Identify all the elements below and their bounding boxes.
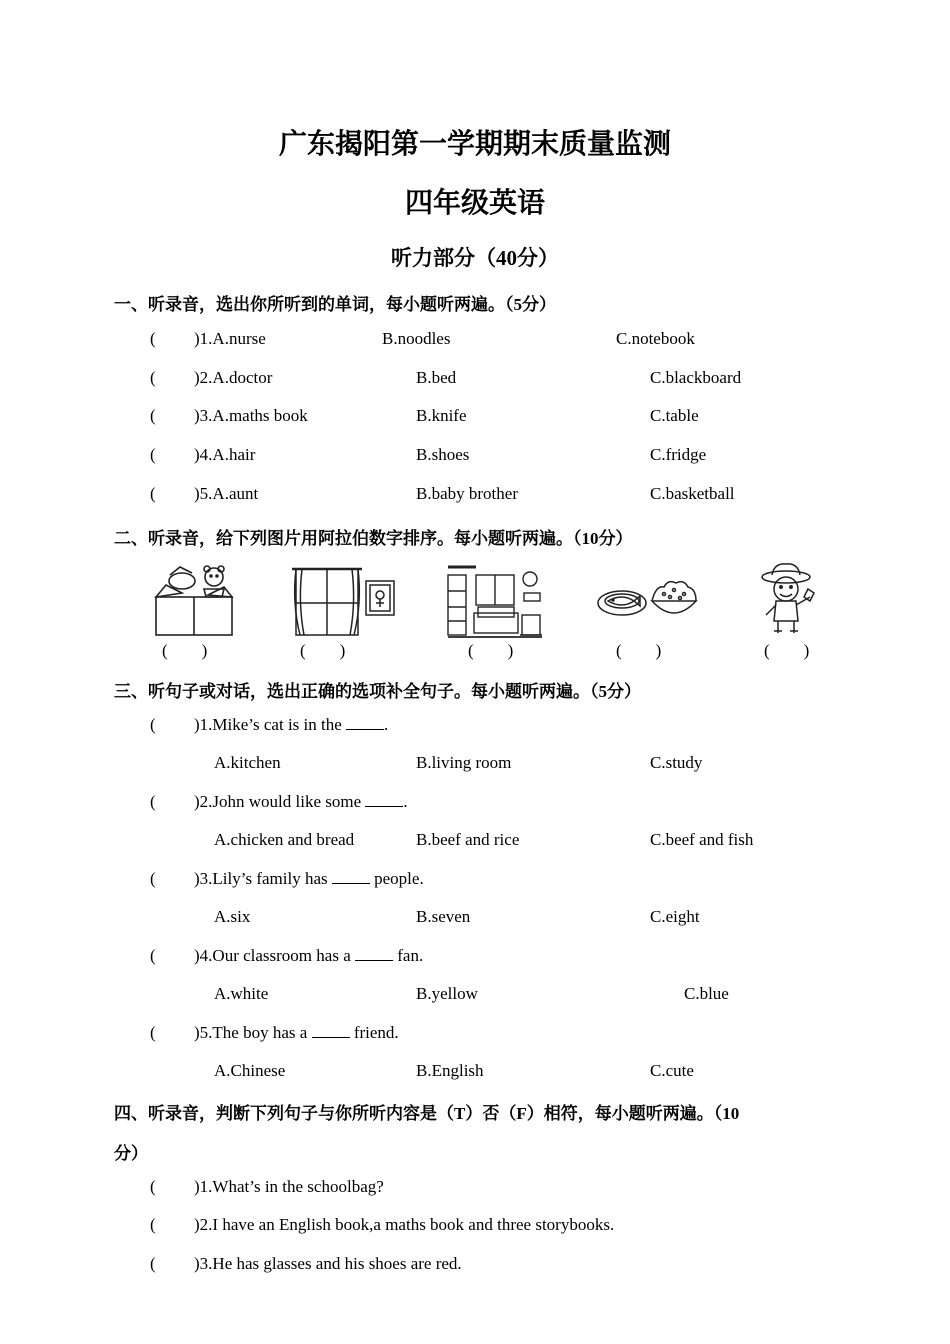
farmer-icon	[756, 563, 826, 635]
fill-blank	[312, 1023, 350, 1038]
option-c: C.blue	[684, 984, 729, 1003]
answer-paren[interactable]: ( )	[300, 641, 346, 660]
option-a: A.Chinese	[214, 1061, 286, 1080]
question-option-a: )1.A.nurse	[194, 329, 266, 348]
option-b: B.beef and rice	[416, 830, 520, 849]
fish-and-rice-icon	[596, 563, 700, 629]
statement-text: )2.I have an English book,a maths book and three storybooks.	[194, 1215, 615, 1234]
answer-paren[interactable]: (	[150, 368, 156, 387]
answer-paren[interactable]: (	[150, 1023, 156, 1042]
answer-paren[interactable]: ( )	[468, 641, 514, 660]
option-b: B.living room	[416, 753, 512, 772]
option-c: C.basketball	[650, 484, 735, 503]
question-text: )4.Our classroom has a fan.	[194, 946, 424, 965]
option-c: C.notebook	[616, 329, 695, 348]
question-text: )2.John would like some .	[194, 792, 408, 811]
option-b: B.seven	[416, 907, 471, 926]
answer-paren[interactable]: (	[150, 1215, 156, 1234]
answer-paren[interactable]: (	[150, 329, 156, 348]
answer-paren[interactable]: (	[150, 1177, 156, 1196]
section4-heading: 四、听录音，判断下列句子与你所听内容是（T）否（F）相符，每小题听两遍。（10	[114, 1104, 740, 1123]
window-icon	[290, 563, 400, 639]
option-b: B.yellow	[416, 984, 478, 1003]
living-room-icon	[446, 563, 544, 639]
answer-paren[interactable]: (	[150, 946, 156, 965]
option-a: A.kitchen	[214, 753, 281, 772]
statement-text: )3.He has glasses and his shoes are red.	[194, 1254, 462, 1273]
answer-paren[interactable]: (	[150, 445, 156, 464]
answer-paren[interactable]: (	[150, 1254, 156, 1273]
question-option-a: )2.A.doctor	[194, 368, 273, 387]
page-subtitle: 四年级英语	[404, 188, 545, 219]
option-b: B.bed	[416, 368, 457, 387]
question-option-a: )3.A.maths book	[194, 406, 308, 425]
option-a: A.six	[214, 907, 251, 926]
answer-paren[interactable]: (	[150, 406, 156, 425]
page-title: 广东揭阳第一学期期末质量监测	[278, 129, 671, 160]
option-c: C.beef and fish	[650, 830, 754, 849]
fill-blank	[332, 869, 370, 884]
question-text: )5.The boy has a friend.	[194, 1023, 399, 1042]
section4-heading-cont: 分）	[114, 1144, 148, 1163]
fill-blank	[355, 946, 393, 961]
option-b: B.English	[416, 1061, 484, 1080]
option-b: B.baby brother	[416, 484, 518, 503]
option-a: A.white	[214, 984, 269, 1003]
question-text: )3.Lily’s family has people.	[194, 869, 424, 888]
answer-paren[interactable]: (	[150, 792, 156, 811]
option-c: C.study	[650, 753, 703, 772]
section1-heading: 一、听录音，选出你所听到的单词，每小题听两遍。（5分）	[114, 295, 556, 314]
option-c: C.blackboard	[650, 368, 742, 387]
option-c: C.cute	[650, 1061, 694, 1080]
option-c: C.eight	[650, 907, 700, 926]
option-a: A.chicken and bread	[214, 830, 355, 849]
option-b: B.noodles	[382, 329, 451, 348]
question-option-a: )5.A.aunt	[194, 484, 259, 503]
option-b: B.knife	[416, 406, 467, 425]
option-b: B.shoes	[416, 445, 470, 464]
fill-blank	[346, 715, 384, 730]
section2-heading: 二、听录音，给下列图片用阿拉伯数字排序。每小题听两遍。（10分）	[114, 529, 633, 548]
statement-text: )1.What’s in the schoolbag?	[194, 1177, 384, 1196]
answer-paren[interactable]: (	[150, 484, 156, 503]
answer-paren[interactable]: ( )	[616, 641, 662, 660]
toy-box-icon	[152, 563, 238, 637]
answer-paren[interactable]: (	[150, 869, 156, 888]
option-c: C.fridge	[650, 445, 707, 464]
part-heading: 听力部分（40分）	[391, 246, 559, 270]
answer-paren[interactable]: ( )	[162, 641, 208, 660]
option-c: C.table	[650, 406, 699, 425]
question-text: )1.Mike’s cat is in the .	[194, 715, 389, 734]
fill-blank	[365, 792, 403, 807]
section3-heading: 三、听句子或对话，选出正确的选项补全句子。每小题听两遍。（5分）	[114, 682, 641, 701]
answer-paren[interactable]: (	[150, 715, 156, 734]
question-option-a: )4.A.hair	[194, 445, 256, 464]
answer-paren[interactable]: ( )	[764, 641, 810, 660]
